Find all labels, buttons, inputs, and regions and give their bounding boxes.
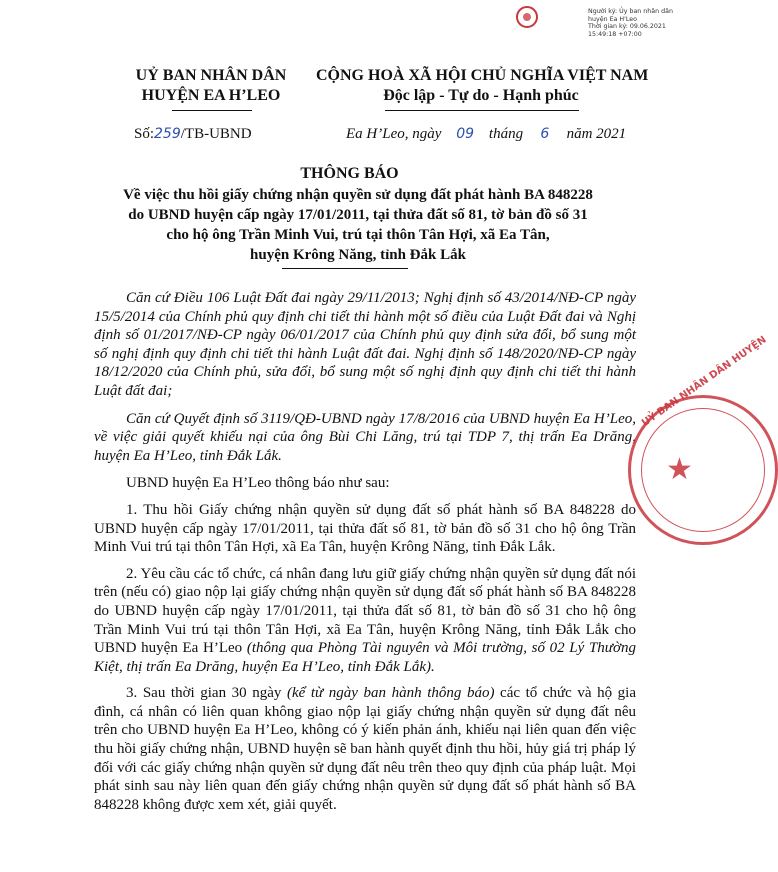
item-2-address: (thông qua Phòng Tài nguyên và Môi trường, số 02 Lý Thường Kiệt, thị trấn Ea Drăng, huyện Ea H’Leo, tỉnh Đắk Lắk). xyxy=(94,640,636,675)
date-month-handwritten: 6 xyxy=(540,126,550,142)
nation-motto: Độc lập - Tự do - Hạnh phúc xyxy=(383,87,579,104)
document-subtitle xyxy=(88,185,628,265)
subtitle-line: huyện Krông Năng, tỉnh Đắk Lắk xyxy=(250,247,466,263)
org-name-line1: UỶ BAN NHÂN DÂN xyxy=(135,67,287,84)
notice-item-2 xyxy=(94,565,636,677)
item-3-note: (kể từ ngày ban hành thông báo) xyxy=(286,685,495,702)
date-prefix: Ea H’Leo, ngày xyxy=(346,126,442,142)
nation-title: CỘNG HOÀ XÃ HỘI CHỦ NGHĨA VIỆT NAM xyxy=(316,67,649,84)
document-body xyxy=(94,289,636,814)
subtitle-line: Về việc thu hồi giấy chứng nhận quyền sử dụng đất phát hành BA 848228 xyxy=(123,187,593,203)
org-name-line2: HUYỆN EA H’LEO xyxy=(141,87,281,104)
signature-line: Thời gian ký: 09.06.2021 xyxy=(588,23,666,31)
notice-item-1: 1. Thu hồi Giấy chứng nhận quyền sử dụng đất số phát hành số BA 848228 do UBND huyện cấp ngày 17/01/2011, tại thửa đất số 81, tờ bản đồ số 31 cho hộ ông Trần Minh Vui trú tại thôn Tân Hợi, xã Ea Tân, huyện Krông Năng, tỉnh Đắk Lắk. xyxy=(94,501,636,556)
signature-line: 15:49:18 +07:00 xyxy=(588,30,642,38)
document-date xyxy=(346,126,626,143)
item-2-text: 2. Yêu cầu các tổ chức, cá nhân đang lưu giữ giấy chứng nhận quyền sử dụng đất nói trên (nếu có) giao nộp lại giấy chứng nhận quyền sử dụng đất số phát hành số BA 848228 do UBND huyện cấp ngày 17/01/2011, tại thửa đất số 81, tờ bản đồ số 31 cho hộ ông Trần Minh Vui trú tại thôn Tân Hợi, xã Ea Tân, huyện Krông Năng, tỉnh Đắk Lắk cho UBND huyện Ea H’Leo xyxy=(94,565,636,657)
number-prefix: Số: xyxy=(134,126,155,142)
date-month-label: tháng xyxy=(488,126,524,142)
signature-seal-icon xyxy=(516,6,538,28)
subtitle-underline xyxy=(282,268,408,269)
subtitle-line: cho hộ ông Trần Minh Vui, trú tại thôn Tân Hợi, xã Ea Tân, xyxy=(166,227,550,243)
notice-item-3 xyxy=(94,684,636,814)
signature-line: huyện Ea H'Leo xyxy=(588,15,638,23)
document-title: THÔNG BÁO xyxy=(300,165,399,182)
subtitle-line: do UBND huyện cấp ngày 17/01/2011, tại thửa đất số 81, tờ bản đồ số 31 xyxy=(128,207,588,223)
item-3-text-a: 3. Sau thời gian 30 ngày xyxy=(126,685,287,702)
org-underline xyxy=(172,110,252,111)
signature-line: Người ký: Ủy ban nhân dân xyxy=(588,8,673,15)
seal-text: UỶ BAN NHÂN DÂN HUYỆN xyxy=(640,334,769,430)
seal-star-icon: ★ xyxy=(666,453,693,486)
notice-intro: UBND huyện Ea H’Leo thông báo như sau: xyxy=(126,475,390,492)
number-handwritten: 259 xyxy=(154,126,181,142)
date-year: năm 2021 xyxy=(566,126,627,142)
document-number xyxy=(134,126,252,143)
motto-underline xyxy=(385,110,579,111)
number-suffix: /TB-UBND xyxy=(180,126,252,142)
date-day-handwritten: 09 xyxy=(456,126,475,142)
digital-signature-info xyxy=(588,8,673,38)
item-3-text-b: các tổ chức và hộ gia đình, cá nhân có liên quan không giao nộp lại giấy chứng nhận quyền sử dụng đất nêu trên cho UBND huyện Ea H’Leo, không có ý kiến phản ánh, khiếu nại liên quan đến việc thu hồi giấy chứng nhận, UBND huyện sẽ ban hành quyết định thu hồi, hủy giá trị pháp lý đối với các giấy chứng nhận quyền sử dụng đất nêu trên theo quy định của pháp luật. Mọi phát sinh sau này liên quan đến giấy chứng nhận quyền sử dụng đất số phát hành số BA 848228 không được xem xét, giải quyết. xyxy=(94,685,637,813)
legal-basis-1: Căn cứ Điều 106 Luật Đất đai ngày 29/11/2013; Nghị định số 43/2014/NĐ-CP ngày 15/5/2014 của Chính phủ quy định chi tiết thi hành một số điều của Luật Đất đai và Nghị định số 01/2017/NĐ-CP ngày 06/01/2017 của Chính phủ quy định sửa đổi, bổ sung một số nghị định quy định chi tiết thi hành Luật đất đai. Nghị định số 148/2020/NĐ-CP ngày 18/12/2020 của Chính phủ, sửa đổi, bổ sung một số nghị định quy định chi tiết thi hành Luật đất đai; xyxy=(94,290,636,399)
legal-basis-2: Căn cứ Quyết định số 3119/QĐ-UBND ngày 17/8/2016 của UBND huyện Ea H’Leo, về việc giải quyết khiếu nại của ông Bùi Chi Lăng, trú tại TDP 7, thị trấn Ea Drăng, huyện Ea H’Leo, tỉnh Đắk Lắk. xyxy=(94,410,636,464)
